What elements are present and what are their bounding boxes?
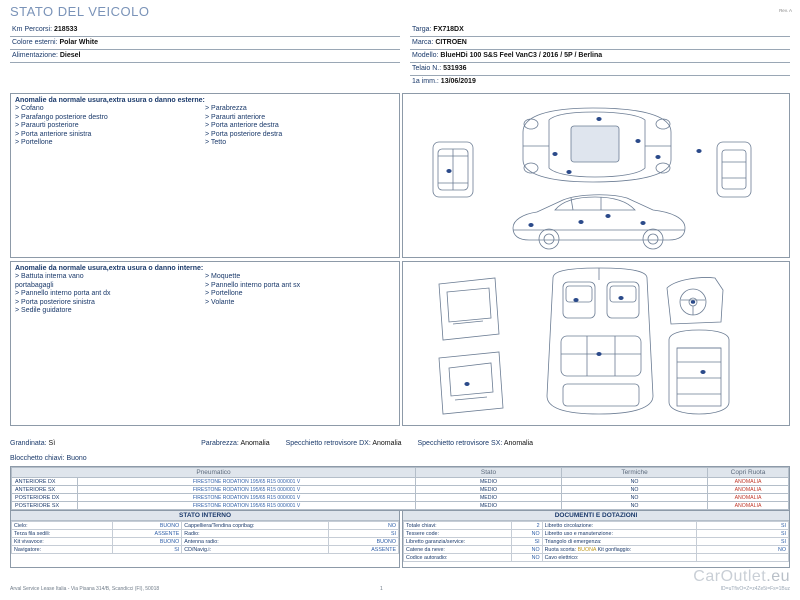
tyre-position: ANTERIORE DX — [12, 478, 78, 486]
interior-status-title: STATO INTERNO — [11, 511, 399, 521]
field-label: Totale chiavi: — [404, 522, 512, 530]
exterior-anomalies-box — [10, 93, 400, 258]
exterior-heading: Anomalie da normale usura,extra usura o danno esterne: — [15, 97, 205, 104]
info-label: Alimentazione: — [12, 52, 58, 59]
list-item: > Tetto — [205, 139, 227, 147]
revision-label: Rev. A — [779, 8, 792, 13]
field-value: 2 — [511, 522, 542, 530]
vehicle-info-left — [10, 24, 400, 63]
field-label: Antenna radio: — [182, 538, 329, 546]
col-header-pneumatico: Pneumatico — [12, 468, 416, 478]
field-value: ASSENTE — [329, 546, 399, 554]
info-label: Targa: — [412, 26, 432, 33]
spare-wheel-value: BUONA — [577, 546, 597, 553]
exterior-list-col1 — [15, 105, 205, 148]
interior-list-col2 — [205, 273, 395, 316]
tyre-position: POSTERIORE DX — [12, 494, 78, 502]
watermark — [693, 568, 790, 586]
status-key-block — [10, 455, 87, 462]
interior-list-col1 — [15, 273, 205, 316]
status-mirror-dx — [286, 440, 402, 447]
tyre-stato: MEDIO — [416, 502, 562, 510]
vehicle-info-grid — [10, 24, 790, 84]
list-item: > Portellone — [15, 139, 53, 147]
status-windscreen — [201, 440, 270, 447]
field-label: Triangolo di emergenza: — [542, 538, 696, 546]
page-title: STATO DEL VEICOLO — [10, 4, 150, 19]
tyres-table — [10, 466, 790, 511]
field-label: Codice autoradio: — [404, 554, 512, 562]
info-row — [10, 37, 400, 50]
field-value: BUONO — [112, 522, 182, 530]
inflation-kit-label: Kit gonfiaggio: — [597, 546, 632, 553]
info-row — [410, 50, 790, 63]
tyre-position: POSTERIORE SX — [12, 502, 78, 510]
vehicle-info-right — [410, 24, 790, 88]
list-item: > Pannello interno porta ant dx — [15, 290, 111, 298]
table-row — [12, 478, 789, 486]
list-item: portabagagli — [15, 281, 54, 289]
table-header-row — [12, 468, 789, 478]
field-label — [542, 546, 696, 554]
list-item: > Volante — [205, 298, 235, 306]
footer — [10, 586, 790, 592]
field-label: Libretto circolazione: — [542, 522, 696, 530]
field-value: SI — [696, 538, 788, 546]
field-value: NO — [329, 522, 399, 530]
status-line-1 — [10, 440, 790, 447]
list-item: > Paraurti posteriore — [15, 122, 79, 130]
status-label: Specchietto retrovisore DX: — [285, 440, 371, 447]
table-row — [12, 494, 789, 502]
list-item: > Porta anteriore sinistra — [15, 130, 92, 138]
info-row — [410, 63, 790, 76]
field-label: Libretto uso e manutenzione: — [542, 530, 696, 538]
table-row — [12, 530, 399, 538]
info-label: Km Percorsi: — [12, 26, 53, 33]
info-label: Telaio N.: — [412, 65, 442, 72]
inflation-kit-value: NO — [696, 546, 788, 554]
documents-title: DOCUMENTI E DOTAZIONI — [403, 511, 789, 521]
watermark-text: CarOutlet — [693, 568, 767, 585]
list-item: > Sedile guidatore — [15, 307, 72, 315]
info-label: Colore esterni: — [12, 39, 58, 46]
field-value: NO — [511, 530, 542, 538]
info-value: CITROEN — [435, 39, 467, 46]
col-header-copriruota: Copri Ruota — [708, 468, 789, 478]
field-label: Cappelliera/Tendina copribag: — [182, 522, 329, 530]
interior-anomalies-box — [10, 261, 400, 426]
status-mirror-sx — [417, 440, 533, 447]
info-value: Diesel — [59, 52, 81, 59]
list-item: > Porta posteriore destra — [205, 130, 283, 138]
tyre-position: ANTERIORE SX — [12, 486, 78, 494]
tyre-model: FIRESTONE RODATION 195/65 R15 000/001 V — [78, 502, 416, 510]
list-item: > Cofano — [15, 105, 44, 112]
col-header-termiche: Termiche — [562, 468, 708, 478]
field-value: SI — [696, 522, 788, 530]
list-item: > Porta anteriore destra — [205, 122, 279, 130]
tyre-termiche: NO — [562, 502, 708, 510]
field-label: Tessere code: — [404, 530, 512, 538]
field-value: BUONO — [329, 538, 399, 546]
tyre-copriruota: ANOMALIA — [708, 494, 789, 502]
tyre-copriruota: ANOMALIA — [708, 486, 789, 494]
tyre-copriruota: ANOMALIA — [708, 478, 789, 486]
field-label: CD/Navig.i: — [182, 546, 329, 554]
info-value: 13/06/2019 — [440, 78, 476, 85]
status-label: Blocchetto chiavi: — [10, 455, 65, 462]
table-row — [404, 522, 789, 530]
info-row — [410, 76, 790, 88]
tyre-termiche: NO — [562, 494, 708, 502]
field-label: Kit vivavoce: — [12, 538, 113, 546]
list-item: > Porta posteriore sinistra — [15, 298, 95, 306]
tyre-model: FIRESTONE RODATION 195/65 R15 000/001 V — [78, 486, 416, 494]
tyre-stato: MEDIO — [416, 486, 562, 494]
documents-panel — [402, 510, 790, 568]
table-row — [12, 502, 789, 510]
table-row — [12, 486, 789, 494]
tyre-stato: MEDIO — [416, 494, 562, 502]
field-value: SI — [696, 530, 788, 538]
list-item: > Parafango posteriore destro — [15, 113, 108, 121]
spare-wheel-label: Ruota scorta: — [544, 546, 577, 553]
field-value: NO — [511, 546, 542, 554]
status-line-2 — [10, 455, 790, 462]
info-label: 1a imm.: — [412, 78, 439, 85]
status-label: Parabrezza: — [201, 440, 239, 447]
field-value: NO — [511, 554, 542, 562]
table-row — [404, 538, 789, 546]
info-value: FX718DX — [433, 26, 464, 33]
info-value: 531936 — [443, 65, 467, 72]
table-row — [404, 530, 789, 538]
field-label: Navigatore: — [12, 546, 113, 554]
tyre-model: FIRESTONE RODATION 195/65 R15 000/001 V — [78, 478, 416, 486]
tyre-model: FIRESTONE RODATION 195/65 R15 000/001 V — [78, 494, 416, 502]
field-value — [696, 554, 788, 562]
status-hail — [10, 440, 55, 447]
field-label: Libretto garanzia/service: — [404, 538, 512, 546]
status-value: Sì — [48, 440, 56, 447]
interior-damage-diagram — [402, 261, 790, 426]
exterior-list-col2 — [205, 105, 395, 148]
info-value: BlueHDi 100 S&S Feel VanC3 / 2016 / 5P / Berlina — [440, 52, 603, 59]
footer-code: ID=uTfivO=Z=z4Ze5i=Fs=1Buz — [720, 586, 790, 592]
tyre-copriruota: ANOMALIA — [708, 502, 789, 510]
table-row — [12, 538, 399, 546]
info-row — [410, 24, 790, 37]
info-label: Marca: — [412, 39, 434, 46]
interior-heading: Anomalie da normale usura,extra usura o danno interne: — [15, 265, 204, 272]
info-value: 218533 — [54, 26, 78, 33]
watermark-suffix: .eu — [766, 568, 790, 585]
info-row — [10, 50, 400, 63]
list-item: > Battuta interna vano — [15, 273, 84, 280]
field-label: Catene da neve: — [404, 546, 512, 554]
field-label: Terza fila sedili: — [12, 530, 113, 538]
col-header-stato: Stato — [416, 468, 562, 478]
status-value: Anomalia — [372, 440, 402, 447]
status-label: Specchietto retrovisore SX: — [417, 440, 503, 447]
table-row — [12, 546, 399, 554]
table-row — [12, 522, 399, 530]
field-label: Cavo elettrico: — [542, 554, 696, 562]
footer-text: Arval Service Lease Italia - Via Pisana 314/B, Scandicci (FI), 50018 — [10, 586, 160, 592]
interior-status-panel — [10, 510, 400, 568]
list-item: > Pannello interno porta ant sx — [205, 281, 301, 289]
field-value: BUONO — [112, 538, 182, 546]
field-value: SI — [511, 538, 542, 546]
info-label: Modello: — [412, 52, 439, 59]
info-value: Polar White — [59, 39, 98, 46]
field-value: ASSENTE — [112, 530, 182, 538]
tyre-stato: MEDIO — [416, 478, 562, 486]
tyre-termiche: NO — [562, 486, 708, 494]
status-value: Buono — [66, 455, 87, 462]
table-row — [404, 546, 789, 554]
status-value: Anomalia — [503, 440, 534, 447]
status-label: Grandinata: — [10, 440, 47, 447]
list-item: > Parabrezza — [205, 105, 247, 112]
info-row — [410, 37, 790, 50]
tyre-termiche: NO — [562, 478, 708, 486]
status-value: Anomalia — [240, 440, 270, 447]
list-item: > Moquette — [205, 273, 241, 280]
list-item: > Portellone — [205, 290, 243, 298]
list-item: > Paraurti anteriore — [205, 113, 266, 121]
info-row — [10, 24, 400, 37]
exterior-damage-diagram — [402, 93, 790, 258]
field-value: SI — [112, 546, 182, 554]
field-value: SI — [329, 530, 399, 538]
field-label: Cielo: — [12, 522, 113, 530]
field-label: Radio: — [182, 530, 329, 538]
table-row — [404, 554, 789, 562]
page-number: 1 — [380, 586, 383, 592]
